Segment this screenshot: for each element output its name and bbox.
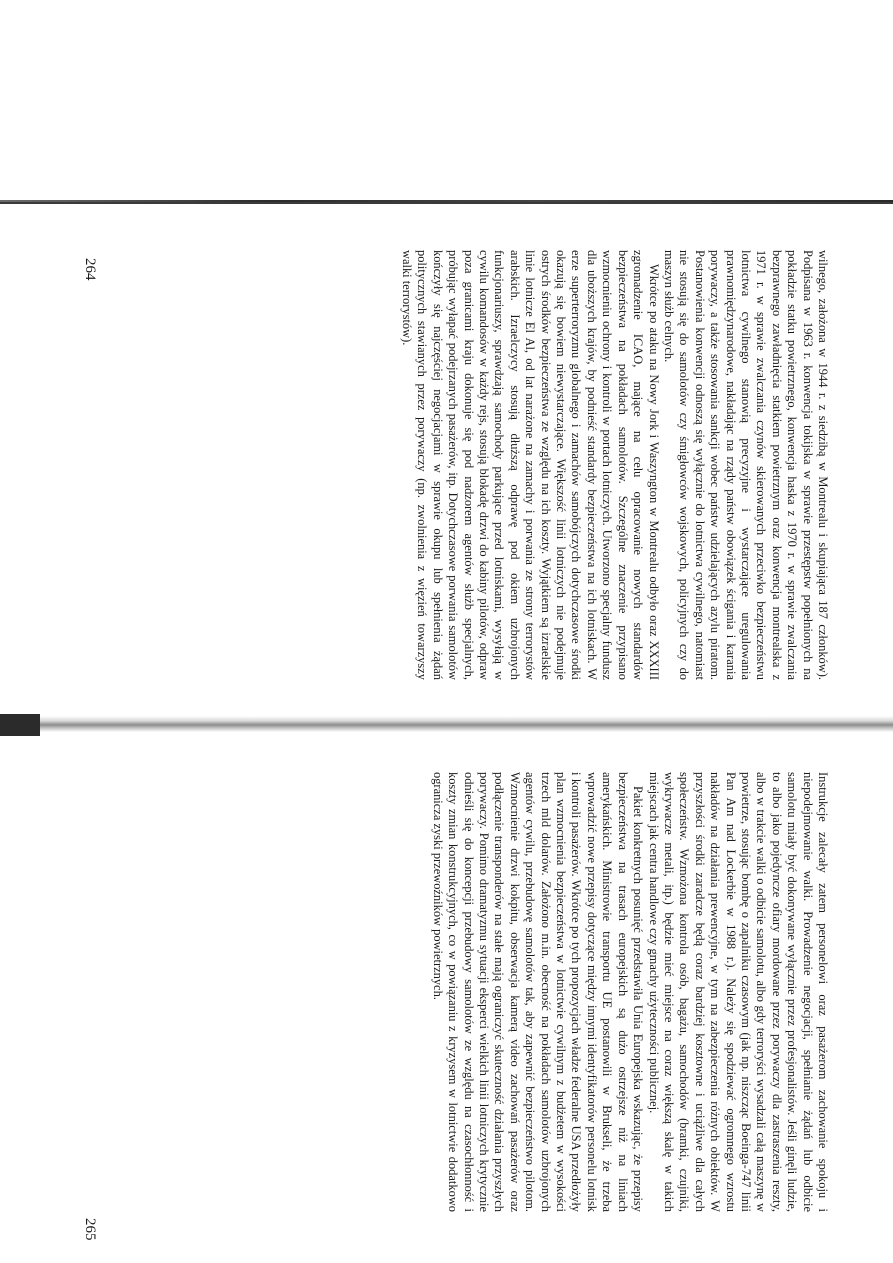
gutter-edge-shadow bbox=[0, 714, 40, 736]
paragraph: Pakiet konkretnych posunięć przedstawiła Unia Europejska wskazując, że przepisy bezpieczeństwa na trasach europejskich są dużo ostrzejsze niż na liniach amerykańskich. Ministrowie transportu UE postanowili w Brukseli, że trzeba wprowadzić nowe przepisy dotyczące między innymi identyfikatorów personelu lotnisk i kontroli pasażerów. Wkrótce po tych propozycjach władze federalne USA przedłożyły plan wzmocnienia bezpieczeństwa w lotnictwie cywilnym z budżetem w wysokości trzech mld dolarów. Założono m.in. obecność na pokładach samolotów uzbrojonych agentów cywilu, przebudowę samolotów tak, aby zapewnić bezpieczeństwo pilotom. Wzmocnienie drzwi kokpitu, obserwacja kamerą video zachowań pasażerów oraz podłączenie transponderów na stałe mają ograniczyć skuteczność działania przyszłych porywaczy. Pomimo dramatyzmu sytuacji eksperci wielkich linii lotniczych krytycznie odnieśli się do koncepcji przebudowy samolotów ze względu na czasochłonność i koszty zmian konstrukcyjnych, co w powiązaniu z kryzysem w lotnictwie dodatkowo ogranicza zyski przewoźników powietrznych. bbox=[430, 772, 646, 1212]
page-264-text bbox=[70, 250, 830, 680]
paragraph: wilnego, założona w 1944 r. z siedzibą w Montrealu i skupiająca 187 członków). Podpisana w 1963 r. konwencja tokijska w sprawie przestępstw popełnionych na pokładzie statku powietrznego, konwencja haska z 1970 r. w sprawie zwalczania bezprawnego zawładnięcia statkiem powietrznym oraz konwencja montrealska z 1971 r. w sprawie zwalczania czynów skierowanych przeciwko bezpieczeństwu lotnictwa cywilnego stanowią precyzyjne i wystarczające uregulowania prawnomiędzynarodowe, nakładając na rządy państw obowiązek ścigania i karania porywaczy, a także stosowania sankcji wobec państw udzielających azylu piratom. Postanowienia konwencji odnoszą się wyłącznie do lotnictwa cywilnego, natomiast nie stosują się do samolotów czy śmigłowców wojskowych, policyjnych czy do maszyn służb celnych. bbox=[661, 250, 830, 680]
paragraph: Wkrótce po ataku na Nowy Jork i Waszyngton w Montrealu odbyło oraz XXXIII zgromadzenie ICAO, mające na celu opracowanie nowych standardów bezpieczeństwa na pokładach samolotów. Szczególne znaczenie przypisano wzmocnieniu ochrony i kontroli w portach lotniczych. Utworzono specjalny fundusz dla uboższych krajów, by podnieść standardy bezpieczeństwa na ich lotniskach. W erze superterroryzmu globalnego i zamachów samobójczych dotychczasowe środki okazują się bowiem niewystarczające. Większość linii lotniczych nie podejmuje ostrych środków bezpieczeństwa ze względu na ich koszty. Wyjątkiem są izraelskie linie lotnicze El Al, od lat narażone na zamachy i porwania ze strony terrorystów arabskich. Izraelczycy stosują dłuższą odprawę pod okiem uzbrojonych funkcjonariuszy, sprawdzają samochody parkujące przed lotniskami, wysyłają w cywilu komandosów w każdy rejs, stosują blokadę drzwi do kabiny pilotów, odpraw poza granicami kraju dokonuje się pod nadzorem agentów służb specjalnych, próbując wyłapać podejrzanych pasażerów, itp. Dotychczasowe porwania samolotów kończyły się najczęściej negocjacjami w sprawie okupu lub spełnienia żądań politycznych stawianych przez porywaczy (np. zwolnienia z więzień towarzyszy walki terrorystów). bbox=[400, 250, 661, 680]
page-265-text bbox=[70, 772, 830, 1212]
page-number: 264 bbox=[82, 258, 98, 281]
top-edge-line bbox=[0, 202, 893, 204]
paragraph: Instrukcje zalecały zatem personelowi oraz pasażerom zachowanie spokoju i niepodejmowanie walki. Prowadzenie negocjacji, spełnianie żądań lub odbicie samolotu miały być dokonywane wyłącznie przez profesjonalistów. Jeśli ginęli ludzie, to albo jako pojedyncze ofiary mordowane przez porywaczy dla zastraszenia reszty, albo w trakcie walki o odbicie samolotu, albo gdy terroryści wysadzali całą maszynę w powietrze, stosując bombę o zapalniku czasowym (jak np. niszcząc Boeinga-747 linii Pan Am nad Lockerbie w 1988 r.). Należy się spodziewać ogromnego wzrostu nakładów na działania prewencyjne, w tym na zabezpieczenia różnych obiektów. W przyszłości środki zaradcze będą coraz bardziej kosztowne i uciążliwe dla całych społeczeństw. Wzmożona kontrola osób, bagażu, samochodów (bramki, czujniki, wykrywacze metali, itp.) będzie mieć miejsce na coraz większą skalę w takich miejscach jak centra handlowe czy gmachy użyteczności publicznej. bbox=[646, 772, 830, 1212]
page-number: 265 bbox=[82, 1218, 98, 1241]
book-gutter bbox=[0, 716, 893, 732]
